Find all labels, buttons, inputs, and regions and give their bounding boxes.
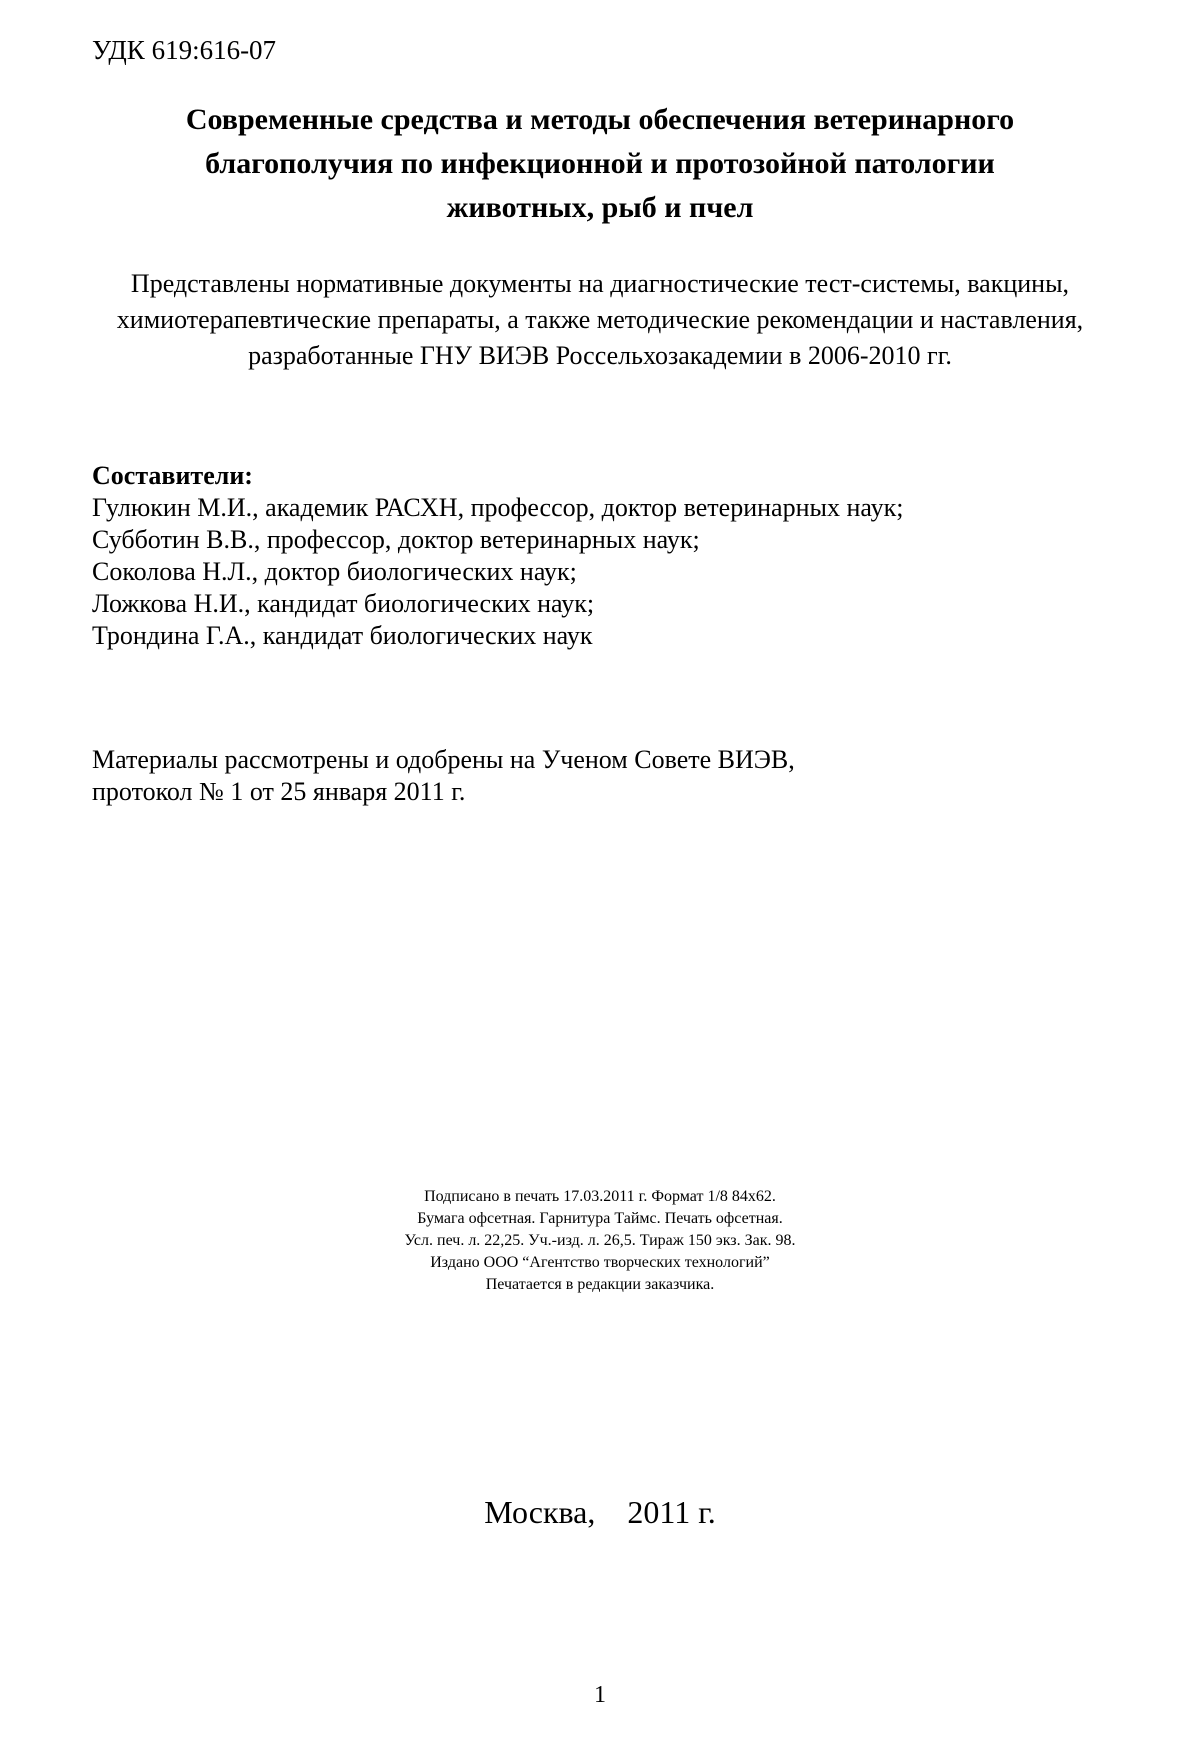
page-number: 1 — [594, 1682, 606, 1708]
compiler-item: Соколова Н.Л., доктор биологических наук; — [92, 557, 577, 586]
compiler-item: Субботин В.В., профессор, доктор ветеринарных наук; — [92, 525, 700, 554]
imprint-line: Бумага офсетная. Гарнитура Таймс. Печать офсетная. — [417, 1210, 783, 1227]
abstract — [80, 266, 1120, 374]
udk-code: УДК 619:616-07 — [92, 35, 277, 65]
approval-line: Материалы рассмотрены и одобрены на Ученом Совете ВИЭВ, — [92, 745, 795, 774]
approval-note — [92, 744, 795, 808]
place-and-year: Москва, 2011 г. — [484, 1494, 716, 1530]
imprint-line: Издано ООО “Агентство творческих технологий” — [430, 1254, 770, 1271]
compiler-item: Ложкова Н.И., кандидат биологических наук; — [92, 589, 595, 618]
abstract-line: разработанные ГНУ ВИЭВ Россельхозакадемии в 2006-2010 гг. — [248, 341, 952, 370]
compilers-section — [92, 460, 903, 652]
compiler-item: Гулюкин М.И., академик РАСХН, профессор, доктор ветеринарных наук; — [92, 493, 904, 522]
approval-line: протокол № 1 от 25 января 2011 г. — [92, 777, 466, 806]
imprint-line: Подписано в печать 17.03.2011 г. Формат 1/8 84х62. — [424, 1188, 776, 1205]
title-line: благополучия по инфекционной и протозойной патологии — [205, 147, 995, 180]
imprint-line: Усл. печ. л. 22,25. Уч.-изд. л. 26,5. Тираж 150 экз. Зак. 98. — [404, 1232, 796, 1249]
document-title — [100, 98, 1100, 230]
abstract-line: Представлены нормативные документы на диагностические тест-системы, вакцины, — [130, 269, 1070, 298]
imprint-line: Печатается в редакции заказчика. — [485, 1276, 715, 1293]
compiler-item: Трондина Г.А., кандидат биологических наук — [92, 621, 593, 650]
compilers-heading: Составители: — [92, 461, 253, 490]
title-line: животных, рыб и пчел — [446, 191, 754, 224]
abstract-line: химиотерапевтические препараты, а также методические рекомендации и наставления, — [116, 305, 1084, 334]
imprint-block — [200, 1186, 1000, 1296]
title-line: Современные средства и методы обеспечения ветеринарного — [185, 103, 1015, 136]
